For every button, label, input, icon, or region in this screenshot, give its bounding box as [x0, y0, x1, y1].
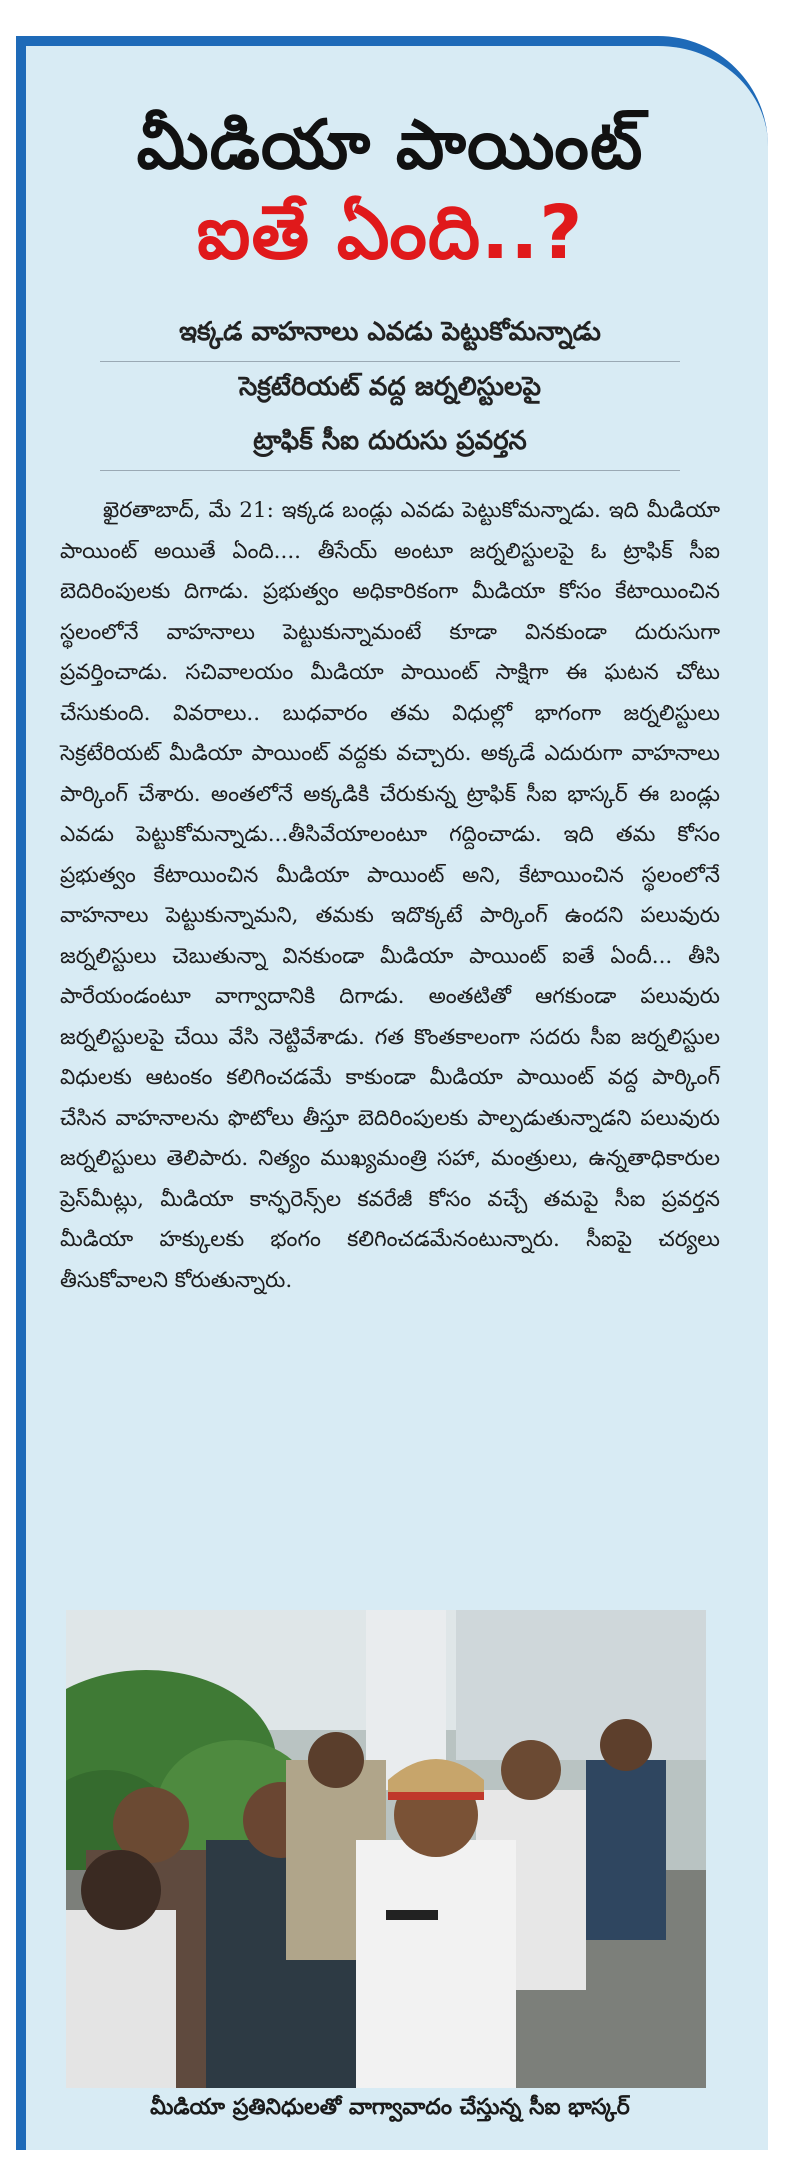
article-body: ఖైరతాబాద్, మే 21: ఇక్కడ బండ్లు ఎవడు పెట్టుకోమన్నాడు. ఇది మీడియా పాయింట్ అయితే ఏంది.... తీసేయ్ అంటూ జర్నలిస్టులపై ఓ ట్రాఫిక్ సీఐ బెదిరింపులకు దిగాడు. ప్రభుత్వం అధికారికంగా మీడియా కోసం కేటాయించిన స్థలంలోనే వాహనాలు పెట్టుకున్నామంటే కూడా వినకుండా దురుసుగా ప్రవర్తించాడు. సచివాలయం మీడియా పాయింట్ సాక్షిగా ఈ ఘటన చోటు చేసుకుంది. వివరాలు.. బుధవారం తమ విధుల్లో భాగంగా జర్నలిస్టులు సెక్రటేరియట్ మీడియా పాయింట్ వద్దకు వచ్చారు. అక్కడే ఎదురుగా వాహనాలు పార్కింగ్ చేశారు. అంతలోనే అక్కడికి చేరుకున్న ట్రాఫిక్ సీఐ భాస్కర్ ఈ బండ్లు ఎవడు పెట్టుకోమన్నాడు...తీసివేయాలంటూ గద్దించాడు. ఇది తమ కోసం ప్రభుత్వం కేటాయించిన మీడియా పాయింట్ అని, కేటాయించిన స్థలంలోనే వాహనాలు పెట్టుకున్నామని, తమకు ఇదొక్కటే పార్కింగ్ ఉందని పలువురు జర్నలిస్టులు చెబుతున్నా వినకుండా మీడియా పాయింట్ ఐతే ఏందీ... తీసి పారేయండంటూ వాగ్వాదానికి దిగాడు. అంతటితో ఆగకుండా పలువురు జర్నలిస్టులపై చేయి వేసి నెట్టివేశాడు. గత కొంతకాలంగా సదరు సీఐ జర్నలిస్టుల విధులకు ఆటంకం కలిగించడమే కాకుండా మీడియా పాయింట్ వద్ద పార్కింగ్ చేసిన వాహనాలను ఫొటోలు తీస్తూ బెదిరింపులకు పాల్పడుతున్నాడని పలువురు జర్నలిస్టులు తెలిపారు. నిత్యం ముఖ్యమంత్రి సహా, మంత్రులు, ఉన్నతాధికారుల ప్రెస్‌మీట్లు, మీడియా కాన్ఫరెన్స్‌ల కవరేజీ కోసం వచ్చే తమపై సీఐ ప్రవర్తన మీడియా హక్కులకు భంగం కలిగించడమేనంటున్నారు. సీఐపై చర్యలు తీసుకోవాలని కోరుతున్నారు. [60, 498, 720, 1293]
subhead-divider [100, 470, 680, 471]
subhead-3: ట్రాఫిక్ సీఐ దురుసు ప్రవర్తన [253, 426, 527, 457]
news-photo-illustration [66, 1610, 706, 2088]
photo-caption: మీడియా ప్రతినిధులతో వాగ్వావాదం చేస్తున్న సీఐ భాస్కర్ [150, 2095, 630, 2120]
subhead-2: సెక్రటేరియట్ వద్ద జర్నలిస్టులపై [239, 372, 541, 403]
article-content [60, 106, 720, 1301]
subhead-1: ఇక్కడ వాహనాలు ఎవడు పెట్టుకోమన్నాడు [179, 317, 601, 348]
headline-line-1: మీడియా పాయింట్ [136, 106, 644, 185]
news-photo [66, 1610, 706, 2088]
headline-line-2: ఐతే ఏంది..? [196, 190, 584, 277]
